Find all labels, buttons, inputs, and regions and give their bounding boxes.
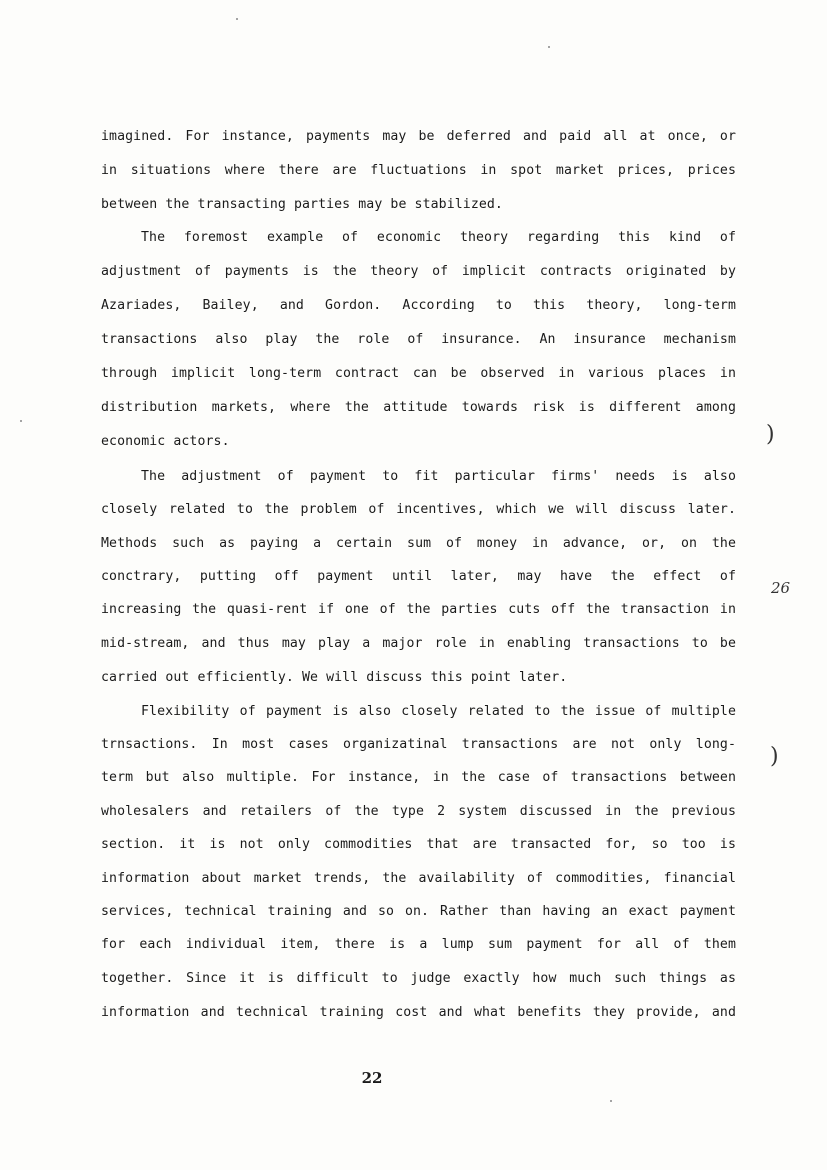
text-line-12: closely related to the problem of incentives, which we will discuss later. (101, 502, 736, 517)
text-line-7: transactions also play the role of insurance. An insurance mechanism (101, 332, 736, 347)
text-line-9: distribution markets, where the attitude towards risk is different among (101, 400, 736, 415)
text-line-21: wholesalers and retailers of the type 2 system discussed in the previous (101, 804, 736, 819)
text-line-8: through implicit long-term contract can be observed in various places in (101, 366, 736, 381)
text-line-14: conctrary, putting off payment until later, may have the effect of (101, 569, 736, 584)
text-line-16: mid-stream, and thus may play a major role in enabling transactions to be (101, 636, 736, 651)
text-line-11: The adjustment of payment to fit particular firms' needs is also (141, 469, 736, 484)
scan-speck (20, 420, 22, 422)
text-line-20: term but also multiple. For instance, in the case of transactions between (101, 770, 736, 785)
text-line-13: Methods such as paying a certain sum of money in advance, or, on the (101, 536, 736, 551)
text-line-6: Azariades, Bailey, and Gordon. According to this theory, long-term (101, 298, 736, 313)
page-number: 22 (361, 1069, 383, 1087)
scan-speck (236, 18, 238, 20)
text-line-10: economic actors. (101, 434, 230, 449)
scan-speck (548, 46, 550, 48)
text-line-2: in situations where there are fluctuations in spot market prices, prices (101, 163, 736, 178)
text-line-27: information and technical training cost and what benefits they provide, and (101, 1005, 736, 1020)
text-line-19: trnsactions. In most cases organizatinal transactions are not only long- (101, 737, 736, 752)
scan-speck (610, 1100, 612, 1102)
text-line-4: The foremost example of economic theory regarding this kind of (141, 230, 736, 245)
punch-hole-mark-bottom: ) (770, 744, 779, 769)
text-line-25: for each individual item, there is a lump sum payment for all of them (101, 937, 736, 952)
text-line-15: increasing the quasi-rent if one of the parties cuts off the transaction in (101, 602, 736, 617)
text-line-3: between the transacting parties may be stabilized. (101, 197, 503, 212)
text-line-1: imagined. For instance, payments may be deferred and paid all at once, or (101, 129, 736, 144)
text-line-26: together. Since it is difficult to judge exactly how much such things as (101, 971, 736, 986)
text-line-18: Flexibility of payment is also closely related to the issue of multiple (141, 704, 736, 719)
text-line-5: adjustment of payments is the theory of implicit contracts originated by (101, 264, 736, 279)
handwritten-margin-number: 26 (771, 579, 791, 597)
punch-hole-mark-top: ) (766, 422, 775, 447)
text-line-17: carried out efficiently. We will discuss this point later. (101, 670, 568, 685)
text-line-22: section. it is not only commodities that are transacted for, so too is (101, 837, 736, 852)
text-line-23: information about market trends, the availability of commodities, financial (101, 871, 736, 886)
text-line-24: services, technical training and so on. Rather than having an exact payment (101, 904, 736, 919)
